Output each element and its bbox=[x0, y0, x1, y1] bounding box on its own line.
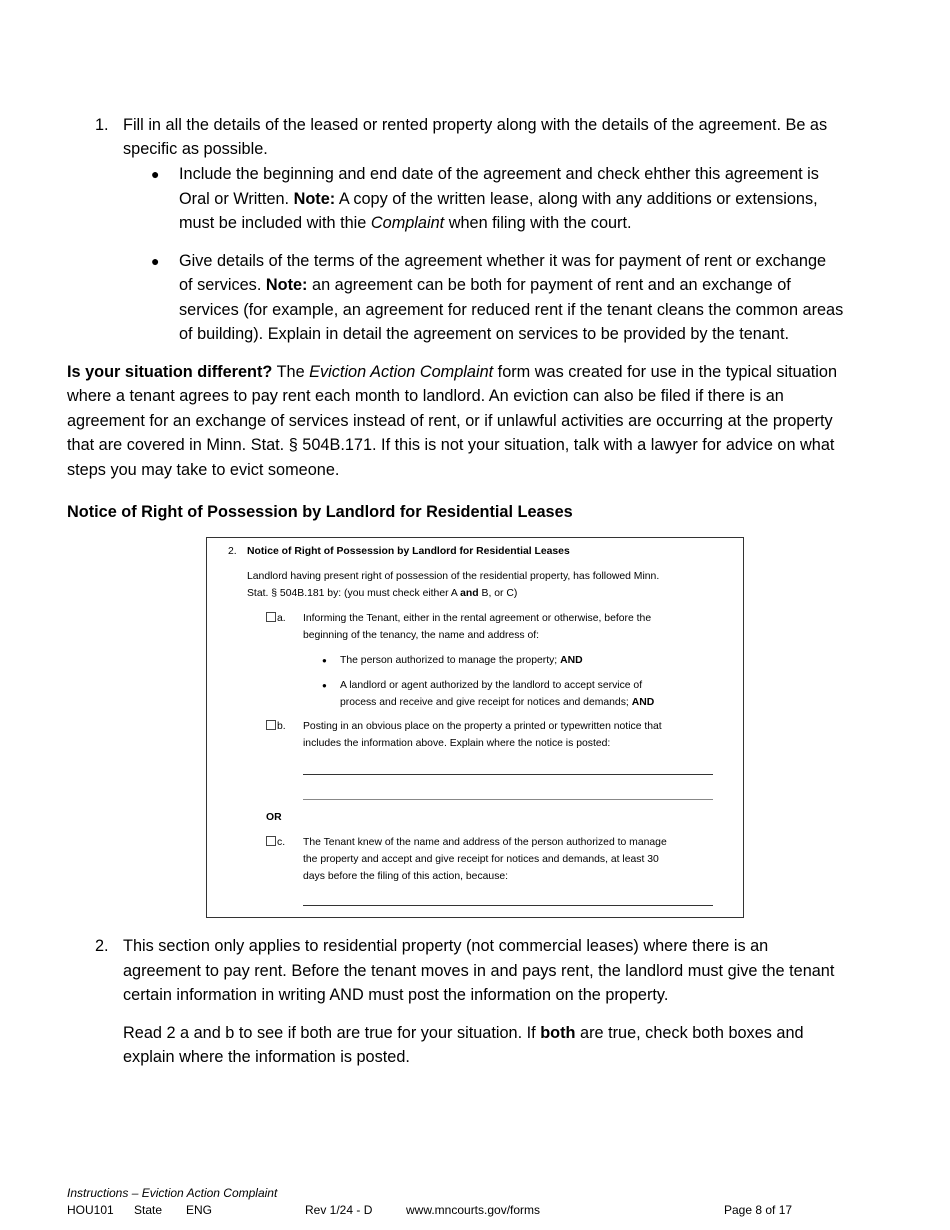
option-a-line: beginning of the tenancy, the name and address of: bbox=[303, 630, 540, 641]
section-heading: Notice of Right of Possession by Landlord for Residential Leases bbox=[67, 503, 573, 521]
option-b-checkbox[interactable]: b. bbox=[266, 718, 286, 735]
checkbox-icon bbox=[266, 720, 276, 730]
checkbox-icon bbox=[266, 836, 276, 846]
bullet-b-line: services (for example, an agreement for reduced rent if the tenant cleans the common areas bbox=[179, 301, 844, 319]
footer-revision: Rev 1/24 - D bbox=[305, 1203, 373, 1217]
footer-jurisdiction: State bbox=[134, 1203, 163, 1217]
option-b-line: Posting in an obvious place on the property a printed or typewritten notice that bbox=[303, 721, 662, 732]
situation-line: where a tenant agrees to pay rent each month to landlord. An eviction can also be filed if there is an bbox=[67, 387, 784, 405]
option-a-sub-2: A landlord or agent authorized by the landlord to accept service of bbox=[340, 680, 643, 691]
footer-url[interactable]: www.mncourts.gov/forms bbox=[406, 1203, 541, 1217]
checkbox-icon bbox=[266, 612, 276, 622]
form-intro-line: Landlord having present right of possession of the residential property, has followed Minn. bbox=[247, 571, 660, 582]
bullet-a-line: Include the beginning and end date of the agreement and check ehther this agreement is bbox=[179, 165, 819, 183]
option-b-line: includes the information above. Explain where the notice is posted: bbox=[303, 738, 611, 749]
item-1-line: specific as possible. bbox=[123, 140, 268, 158]
bullet-icon: ● bbox=[322, 656, 327, 665]
bullet-icon: ● bbox=[151, 253, 160, 269]
form-title: Notice of Right of Possession by Landlord for Residential Leases bbox=[247, 546, 570, 557]
bullet-a-line: Oral or Written. Note: A copy of the written lease, along with any additions or extensions, bbox=[179, 190, 818, 208]
bullet-icon: ● bbox=[151, 166, 160, 182]
option-b-answer-line[interactable] bbox=[303, 799, 713, 800]
item-2-line: agreement to pay rent. Before the tenant moves in and pays rent, the landlord must give the tenant bbox=[123, 962, 835, 980]
footer-doc-title: Instructions – Eviction Action Complaint bbox=[67, 1186, 278, 1200]
option-c-answer-line[interactable] bbox=[303, 905, 713, 906]
situation-line: Is your situation different? The Eviction Action Complaint form was created for use in the typical situation bbox=[67, 363, 838, 381]
option-a-checkbox[interactable]: a. bbox=[266, 610, 286, 627]
item-2-line: Read 2 a and b to see if both are true for your situation. If both are true, check both boxes and bbox=[123, 1024, 804, 1042]
bullet-a-line: must be included with thie Complaint when filing with the court. bbox=[179, 214, 632, 232]
item-1-line: Fill in all the details of the leased or rented property along with the details of the agreement. Be as bbox=[123, 116, 828, 134]
form-excerpt bbox=[206, 537, 744, 918]
situation-line: steps you may take to evict someone. bbox=[67, 461, 340, 479]
item-2-number: 2. bbox=[95, 937, 109, 955]
item-2-line: This section only applies to residential property (not commercial leases) where there is an bbox=[123, 937, 769, 955]
option-a-line: Informing the Tenant, either in the rental agreement or otherwise, before the bbox=[303, 613, 652, 624]
option-c-line: days before the filing of this action, because: bbox=[303, 871, 509, 882]
item-2-line: explain where the information is posted. bbox=[123, 1048, 410, 1066]
item-1-number: 1. bbox=[95, 116, 109, 134]
situation-line: that are covered in Minn. Stat. § 504B.171. If this is not your situation, talk with a lawyer for advice on what bbox=[67, 436, 835, 454]
footer-language: ENG bbox=[186, 1203, 213, 1217]
or-label: OR bbox=[266, 812, 282, 823]
form-number: 2. bbox=[228, 546, 237, 557]
bullet-b-line: Give details of the terms of the agreement whether it was for payment of rent or exchange bbox=[179, 252, 827, 270]
option-a-sub-1: The person authorized to manage the property; AND bbox=[340, 655, 583, 666]
bullet-b-line: of services. Note: an agreement can be both for payment of rent and an exchange of bbox=[179, 276, 791, 294]
situation-line: agreement for an exchange of services instead of rent, or if unlawful activities are occurring at the property bbox=[67, 412, 833, 430]
bullet-icon: ● bbox=[322, 681, 327, 690]
option-a-sub-2: process and receive and give receipt for notices and demands; AND bbox=[340, 697, 655, 708]
option-b-answer-line[interactable] bbox=[303, 774, 713, 775]
option-c-line: The Tenant knew of the name and address of the person authorized to manage bbox=[303, 837, 667, 848]
option-c-checkbox[interactable]: c. bbox=[266, 834, 285, 851]
item-2-line: certain information in writing AND must post the information on the property. bbox=[123, 986, 669, 1004]
bullet-b-line: of building). Explain in detail the agreement on services to be provided by the tenant. bbox=[179, 325, 790, 343]
footer-page-number: Page 8 of 17 bbox=[724, 1203, 793, 1217]
form-intro-line: Stat. § 504B.181 by: (you must check either A and B, or C) bbox=[247, 588, 518, 599]
option-c-line: the property and accept and give receipt for notices and demands, at least 30 bbox=[303, 854, 659, 865]
footer-form-code: HOU101 bbox=[67, 1203, 114, 1217]
